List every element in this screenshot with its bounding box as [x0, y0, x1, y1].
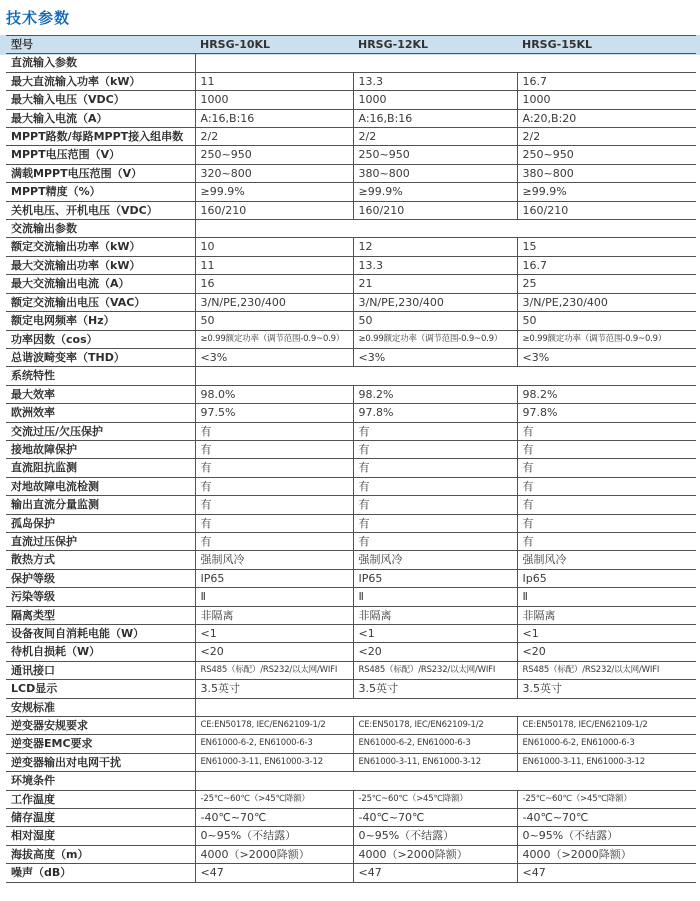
row-label-cell: MPPT路数/每路MPPT接入组串数 — [6, 128, 195, 146]
row-label-cell: 额定电网频率（Hz） — [6, 312, 195, 330]
row-label-cell: 额定交流输出电压（VAC） — [6, 293, 195, 311]
value-cell: 4000（>2000降额） — [353, 845, 517, 863]
value-cell: 11 — [195, 72, 353, 90]
section-spacer-cell — [195, 772, 696, 790]
value-cell: 98.0% — [195, 385, 353, 403]
row-label-cell: 直流过压保护 — [6, 532, 195, 550]
spec-row — [6, 312, 696, 330]
row-label-cell: 欧洲效率 — [6, 404, 195, 422]
spec-row — [6, 661, 696, 679]
row-label-cell: 噪声（dB） — [6, 864, 195, 882]
row-label-cell: 工作温度 — [6, 790, 195, 808]
row-label-cell: 海拔高度（m） — [6, 845, 195, 863]
value-cell: 250~950 — [353, 146, 517, 164]
value-cell: 97.8% — [353, 404, 517, 422]
value-cell: 4000（>2000降额） — [195, 845, 353, 863]
row-label-cell: 接地故障保护 — [6, 440, 195, 458]
value-cell: ≥99.9% — [517, 183, 696, 201]
section-row — [6, 367, 696, 385]
spec-row — [6, 201, 696, 219]
value-cell: CE:EN50178, IEC/EN62109-1/2 — [517, 717, 696, 735]
value-cell: EN61000-3-11, EN61000-3-12 — [353, 753, 517, 771]
value-cell: 3.5英寸 — [517, 680, 696, 698]
value-cell: ≥0.99额定功率（调节范围-0.9~0.9） — [195, 330, 353, 348]
value-cell: 有 — [353, 514, 517, 532]
section-title-cell: 交流输出参数 — [6, 220, 195, 238]
value-cell: <20 — [195, 643, 353, 661]
value-cell: 非隔离 — [353, 606, 517, 624]
value-cell: 97.8% — [517, 404, 696, 422]
spec-row — [6, 330, 696, 348]
section-spacer-cell — [195, 220, 696, 238]
value-cell: -40℃~70℃ — [517, 809, 696, 827]
spec-row — [6, 588, 696, 606]
value-cell: 有 — [517, 532, 696, 550]
spec-table — [6, 35, 696, 883]
header-row — [6, 36, 696, 54]
value-cell: 98.2% — [353, 385, 517, 403]
spec-row — [6, 790, 696, 808]
value-cell: 3/N/PE,230/400 — [195, 293, 353, 311]
spec-row — [6, 164, 696, 182]
value-cell: 97.5% — [195, 404, 353, 422]
value-cell: 16 — [195, 275, 353, 293]
spec-row — [6, 109, 696, 127]
value-cell: 25 — [517, 275, 696, 293]
spec-row — [6, 845, 696, 863]
value-cell: 320~800 — [195, 164, 353, 182]
value-cell: 3/N/PE,230/400 — [517, 293, 696, 311]
value-cell: EN61000-6-2, EN61000-6-3 — [517, 735, 696, 753]
spec-row — [6, 532, 696, 550]
value-cell: 有 — [517, 496, 696, 514]
value-cell: CE:EN50178, IEC/EN62109-1/2 — [353, 717, 517, 735]
spec-row — [6, 385, 696, 403]
section-spacer-cell — [195, 367, 696, 385]
section-row — [6, 54, 696, 72]
value-cell: <3% — [195, 348, 353, 366]
value-cell: Ip65 — [517, 569, 696, 587]
spec-row — [6, 864, 696, 882]
value-cell: 10 — [195, 238, 353, 256]
value-cell: 1000 — [195, 91, 353, 109]
value-cell: 有 — [353, 440, 517, 458]
value-cell: A:16,B:16 — [195, 109, 353, 127]
value-cell: EN61000-6-2, EN61000-6-3 — [353, 735, 517, 753]
spec-row — [6, 183, 696, 201]
value-cell: 250~950 — [517, 146, 696, 164]
value-cell: IP65 — [353, 569, 517, 587]
value-cell: Ⅱ — [353, 588, 517, 606]
row-label-cell: 隔离类型 — [6, 606, 195, 624]
value-cell: 有 — [517, 422, 696, 440]
row-label-cell: 额定交流输出功率（kW） — [6, 238, 195, 256]
value-cell: 有 — [517, 459, 696, 477]
value-cell: RS485（标配）/RS232/以太网/WIFI — [353, 661, 517, 679]
value-cell: A:16,B:16 — [353, 109, 517, 127]
section-spacer-cell — [195, 698, 696, 716]
row-label-cell: 满载MPPT电压范围（V） — [6, 164, 195, 182]
section-row — [6, 698, 696, 716]
value-cell: ≥0.99额定功率（调节范围-0.9~0.9） — [353, 330, 517, 348]
value-cell: -25℃~60℃（>45℃降额） — [195, 790, 353, 808]
row-label-cell: 待机自损耗（W） — [6, 643, 195, 661]
value-cell: 0~95%（不结露） — [517, 827, 696, 845]
value-cell: 有 — [195, 514, 353, 532]
value-cell: 非隔离 — [517, 606, 696, 624]
spec-row — [6, 753, 696, 771]
value-cell: 有 — [353, 532, 517, 550]
value-cell: <3% — [517, 348, 696, 366]
value-cell: 2/2 — [353, 128, 517, 146]
value-cell: 强制风冷 — [517, 551, 696, 569]
row-label-cell: 逆变器安规要求 — [6, 717, 195, 735]
row-label-cell: 直流阻抗监测 — [6, 459, 195, 477]
row-label-cell: 总谐波畸变率（THD） — [6, 348, 195, 366]
section-title-cell: 直流输入参数 — [6, 54, 195, 72]
row-label-cell: 关机电压、开机电压（VDC） — [6, 201, 195, 219]
row-label-cell: 输出直流分量监测 — [6, 496, 195, 514]
value-cell: 2/2 — [517, 128, 696, 146]
spec-row — [6, 606, 696, 624]
value-cell: 50 — [353, 312, 517, 330]
value-cell: <47 — [353, 864, 517, 882]
value-cell: 13.3 — [353, 256, 517, 274]
row-label-cell: 最大交流输出功率（kW） — [6, 256, 195, 274]
value-cell: <1 — [353, 625, 517, 643]
value-cell: Ⅱ — [517, 588, 696, 606]
value-cell: 21 — [353, 275, 517, 293]
page-title: 技术参数 — [6, 9, 71, 27]
row-label-cell: MPPT精度（%） — [6, 183, 195, 201]
value-cell: -40℃~70℃ — [195, 809, 353, 827]
value-cell: <20 — [353, 643, 517, 661]
spec-row — [6, 348, 696, 366]
value-cell: 有 — [353, 422, 517, 440]
spec-row — [6, 643, 696, 661]
spec-row — [6, 809, 696, 827]
model-header-cell: HRSG-12KL — [353, 36, 517, 54]
row-label-cell: 相对湿度 — [6, 827, 195, 845]
spec-row — [6, 514, 696, 532]
spec-row — [6, 477, 696, 495]
row-label-cell: 功率因数（cos） — [6, 330, 195, 348]
value-cell: 12 — [353, 238, 517, 256]
value-cell: RS485（标配）/RS232/以太网/WIFI — [517, 661, 696, 679]
row-label-cell: 储存温度 — [6, 809, 195, 827]
value-cell: <47 — [517, 864, 696, 882]
spec-row — [6, 275, 696, 293]
value-cell: ≥99.9% — [195, 183, 353, 201]
value-cell: 380~800 — [353, 164, 517, 182]
row-label-cell: 最大效率 — [6, 385, 195, 403]
section-title-cell: 安规标准 — [6, 698, 195, 716]
value-cell: 0~95%（不结露） — [195, 827, 353, 845]
spec-table-head — [6, 36, 696, 54]
value-cell: 有 — [195, 532, 353, 550]
value-cell: <20 — [517, 643, 696, 661]
section-row — [6, 772, 696, 790]
value-cell: 1000 — [517, 91, 696, 109]
value-cell: 3.5英寸 — [195, 680, 353, 698]
section-spacer-cell — [195, 54, 696, 72]
value-cell: 0~95%（不结露） — [353, 827, 517, 845]
value-cell: ≥0.99额定功率（调节范围-0.9~0.9） — [517, 330, 696, 348]
value-cell: 50 — [517, 312, 696, 330]
value-cell: 非隔离 — [195, 606, 353, 624]
spec-row — [6, 827, 696, 845]
value-cell: 有 — [195, 496, 353, 514]
row-label-cell: 保护等级 — [6, 569, 195, 587]
spec-row — [6, 91, 696, 109]
row-label-cell: 最大输入电压（VDC） — [6, 91, 195, 109]
spec-row — [6, 128, 696, 146]
spec-row — [6, 459, 696, 477]
value-cell: <47 — [195, 864, 353, 882]
value-cell: 160/210 — [353, 201, 517, 219]
value-cell: EN61000-3-11, EN61000-3-12 — [195, 753, 353, 771]
value-cell: RS485（标配）/RS232/以太网/WIFI — [195, 661, 353, 679]
row-label-cell: 最大直流输入功率（kW） — [6, 72, 195, 90]
value-cell: 50 — [195, 312, 353, 330]
value-cell: 13.3 — [353, 72, 517, 90]
value-cell: EN61000-3-11, EN61000-3-12 — [517, 753, 696, 771]
value-cell: 3/N/PE,230/400 — [353, 293, 517, 311]
value-cell: 4000（>2000降额） — [517, 845, 696, 863]
section-title-cell: 环境条件 — [6, 772, 195, 790]
spec-row — [6, 256, 696, 274]
spec-row — [6, 422, 696, 440]
row-label-cell: 最大交流输出电流（A） — [6, 275, 195, 293]
row-label-cell: 通讯接口 — [6, 661, 195, 679]
value-cell: 250~950 — [195, 146, 353, 164]
value-cell: 3.5英寸 — [353, 680, 517, 698]
row-label-cell: 逆变器EMC要求 — [6, 735, 195, 753]
row-label-cell: MPPT电压范围（V） — [6, 146, 195, 164]
value-cell: 15 — [517, 238, 696, 256]
value-cell: 强制风冷 — [353, 551, 517, 569]
value-cell: 1000 — [353, 91, 517, 109]
value-cell: 160/210 — [517, 201, 696, 219]
model-label-header-cell: 型号 — [6, 36, 195, 54]
value-cell: 有 — [195, 459, 353, 477]
value-cell: 16.7 — [517, 256, 696, 274]
value-cell: 有 — [195, 477, 353, 495]
spec-row — [6, 293, 696, 311]
section-row — [6, 220, 696, 238]
row-label-cell: 设备夜间自消耗电能（W） — [6, 625, 195, 643]
value-cell: 有 — [195, 440, 353, 458]
value-cell: <1 — [517, 625, 696, 643]
value-cell: IP65 — [195, 569, 353, 587]
value-cell: 有 — [517, 440, 696, 458]
spec-row — [6, 496, 696, 514]
value-cell: 有 — [353, 459, 517, 477]
value-cell: <1 — [195, 625, 353, 643]
value-cell: 有 — [195, 422, 353, 440]
value-cell: 有 — [353, 496, 517, 514]
spec-row — [6, 72, 696, 90]
row-label-cell: 交流过压/欠压保护 — [6, 422, 195, 440]
spec-row — [6, 680, 696, 698]
value-cell: Ⅱ — [195, 588, 353, 606]
spec-row — [6, 735, 696, 753]
value-cell: 2/2 — [195, 128, 353, 146]
value-cell: <3% — [353, 348, 517, 366]
value-cell: 380~800 — [517, 164, 696, 182]
spec-row — [6, 440, 696, 458]
value-cell: 强制风冷 — [195, 551, 353, 569]
spec-row — [6, 717, 696, 735]
value-cell: 有 — [517, 477, 696, 495]
value-cell: A:20,B:20 — [517, 109, 696, 127]
value-cell: 11 — [195, 256, 353, 274]
value-cell: EN61000-6-2, EN61000-6-3 — [195, 735, 353, 753]
value-cell: -40℃~70℃ — [353, 809, 517, 827]
spec-row — [6, 404, 696, 422]
row-label-cell: 逆变器输出对电网干扰 — [6, 753, 195, 771]
section-title-cell: 系统特性 — [6, 367, 195, 385]
spec-row — [6, 569, 696, 587]
row-label-cell: 孤岛保护 — [6, 514, 195, 532]
row-label-cell: 污染等级 — [6, 588, 195, 606]
model-header-cell: HRSG-10KL — [195, 36, 353, 54]
value-cell: 160/210 — [195, 201, 353, 219]
spec-row — [6, 625, 696, 643]
row-label-cell: 对地故障电流检测 — [6, 477, 195, 495]
row-label-cell: 最大输入电流（A） — [6, 109, 195, 127]
value-cell: 有 — [353, 477, 517, 495]
value-cell: ≥99.9% — [353, 183, 517, 201]
model-header-cell: HRSG-15KL — [517, 36, 696, 54]
value-cell: 有 — [517, 514, 696, 532]
spec-row — [6, 551, 696, 569]
spec-row — [6, 146, 696, 164]
row-label-cell: LCD显示 — [6, 680, 195, 698]
value-cell: CE:EN50178, IEC/EN62109-1/2 — [195, 717, 353, 735]
spec-row — [6, 238, 696, 256]
row-label-cell: 散热方式 — [6, 551, 195, 569]
value-cell: -25℃~60℃（>45℃降额） — [517, 790, 696, 808]
value-cell: -25℃~60℃（>45℃降额） — [353, 790, 517, 808]
value-cell: 16.7 — [517, 72, 696, 90]
spec-table-body — [6, 54, 696, 882]
value-cell: 98.2% — [517, 385, 696, 403]
